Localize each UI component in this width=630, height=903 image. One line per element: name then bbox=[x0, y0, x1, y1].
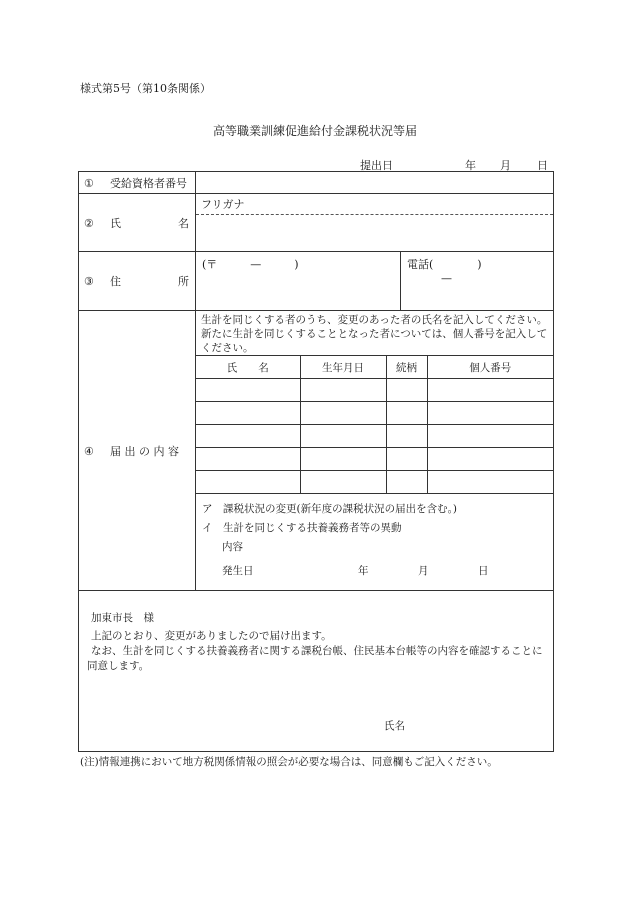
member-relationship-cell[interactable] bbox=[386, 425, 427, 448]
member-birthdate-cell[interactable] bbox=[300, 448, 386, 471]
declaration-row bbox=[79, 591, 554, 752]
name-label-cell bbox=[79, 194, 196, 252]
member-relationship-cell[interactable] bbox=[386, 379, 427, 402]
member-name-cell[interactable] bbox=[196, 379, 300, 402]
instruction-note: 生計を同じくする者のうち、変更のあった者の氏名を記入してください。新たに生計を同じくすることとなった者については、個人番号を記入してください。 bbox=[201, 314, 548, 354]
postal-code-label: (〒 — ) bbox=[202, 258, 299, 271]
notification-content-label: 届 出 の 内 容 bbox=[110, 444, 179, 458]
submission-month-label: 月 bbox=[500, 159, 511, 172]
member-relationship-cell[interactable] bbox=[386, 471, 427, 494]
recipient-number-field[interactable] bbox=[196, 172, 554, 194]
notification-content-cell bbox=[196, 311, 554, 591]
address-row bbox=[79, 252, 554, 311]
col-relationship-header: 続柄 bbox=[386, 356, 427, 379]
signature-name-label: 氏名 bbox=[384, 720, 405, 732]
application-form-table bbox=[78, 171, 554, 752]
name-row bbox=[79, 194, 554, 252]
member-personal-number-cell[interactable] bbox=[427, 448, 553, 471]
recipient-number-label-cell bbox=[79, 172, 196, 194]
member-relationship-cell[interactable] bbox=[386, 402, 427, 425]
member-birthdate-cell[interactable] bbox=[300, 425, 386, 448]
member-birthdate-cell[interactable] bbox=[300, 471, 386, 494]
member-relationship-cell[interactable] bbox=[386, 448, 427, 471]
name-label-part: 名 bbox=[178, 216, 189, 230]
row-number: ① bbox=[84, 176, 94, 190]
submission-year-label: 年 bbox=[465, 159, 476, 172]
form-number: 様式第5号（第10条関係） bbox=[80, 82, 211, 95]
declaration-cell bbox=[79, 591, 554, 752]
submission-date-label: 提出日 bbox=[360, 159, 393, 172]
furigana-field[interactable]: フリガナ bbox=[196, 194, 553, 215]
address-cell bbox=[196, 252, 554, 311]
member-birthdate-cell[interactable] bbox=[300, 379, 386, 402]
signature-name-field[interactable] bbox=[414, 711, 534, 735]
occurrence-day-label: 日 bbox=[478, 565, 489, 577]
recipient-number-label: 受給資格者番号 bbox=[110, 176, 187, 190]
name-label-part: 氏 bbox=[110, 216, 121, 230]
form-title: 高等職業訓練促進給付金課税状況等届 bbox=[212, 124, 417, 138]
col-name-header: 氏 名 bbox=[196, 356, 300, 379]
member-personal-number-cell[interactable] bbox=[427, 402, 553, 425]
submission-day-label: 日 bbox=[537, 159, 548, 172]
footnote: (注)情報連携において地方税関係情報の照会が必要な場合は、同意欄もご記入ください。 bbox=[80, 756, 498, 768]
table-row bbox=[196, 448, 553, 471]
table-row bbox=[196, 402, 553, 425]
household-table-header bbox=[196, 356, 553, 379]
row-number: ④ bbox=[84, 444, 94, 458]
household-members-table bbox=[196, 355, 553, 494]
address-label-part: 住 bbox=[110, 275, 121, 288]
member-name-cell[interactable] bbox=[196, 402, 300, 425]
notification-label-cell bbox=[79, 311, 196, 591]
table-row bbox=[196, 379, 553, 402]
recipient-number-row bbox=[79, 172, 554, 194]
addressee: 加東市長 様 bbox=[91, 612, 154, 624]
member-name-cell[interactable] bbox=[196, 471, 300, 494]
occurrence-date-label: 発生日 bbox=[222, 565, 254, 577]
phone-dash: — bbox=[441, 272, 452, 285]
notification-content-row bbox=[79, 311, 554, 591]
table-row bbox=[196, 471, 553, 494]
member-name-cell[interactable] bbox=[196, 425, 300, 448]
option-tax-status-change[interactable]: ア 課税状況の変更(新年度の課税状況の届出を含む。) bbox=[202, 503, 457, 515]
phone-label: 電話( ) bbox=[407, 258, 482, 271]
change-type-options bbox=[196, 494, 553, 590]
address-label-cell bbox=[79, 252, 196, 311]
col-personal-number-header: 個人番号 bbox=[427, 356, 553, 379]
row-number: ② bbox=[84, 216, 94, 230]
col-birthdate-header: 生年月日 bbox=[300, 356, 386, 379]
row-number: ③ bbox=[84, 275, 94, 288]
name-field[interactable] bbox=[196, 215, 553, 251]
member-name-cell[interactable] bbox=[196, 448, 300, 471]
member-personal-number-cell[interactable] bbox=[427, 471, 553, 494]
name-cell bbox=[196, 194, 554, 252]
occurrence-year-label: 年 bbox=[358, 565, 369, 577]
address-field[interactable] bbox=[196, 252, 401, 310]
declaration-line-2: なお、生計を同じくする扶養義務者に関する課税台帳、住民基本台帳等の内容を確認することに同意します。 bbox=[87, 645, 543, 672]
phone-field[interactable] bbox=[401, 252, 553, 310]
member-birthdate-cell[interactable] bbox=[300, 402, 386, 425]
address-label-part: 所 bbox=[178, 275, 189, 288]
occurrence-date-row[interactable] bbox=[202, 557, 547, 585]
member-personal-number-cell[interactable] bbox=[427, 425, 553, 448]
member-personal-number-cell[interactable] bbox=[427, 379, 553, 402]
declaration-line-1: 上記のとおり、変更がありましたので届け出ます。 bbox=[91, 630, 332, 642]
option-dependent-change[interactable]: イ 生計を同じくする扶養義務者等の異動 bbox=[202, 522, 402, 534]
occurrence-month-label: 月 bbox=[418, 565, 429, 577]
table-row bbox=[196, 425, 553, 448]
content-label: 内容 bbox=[222, 541, 243, 553]
